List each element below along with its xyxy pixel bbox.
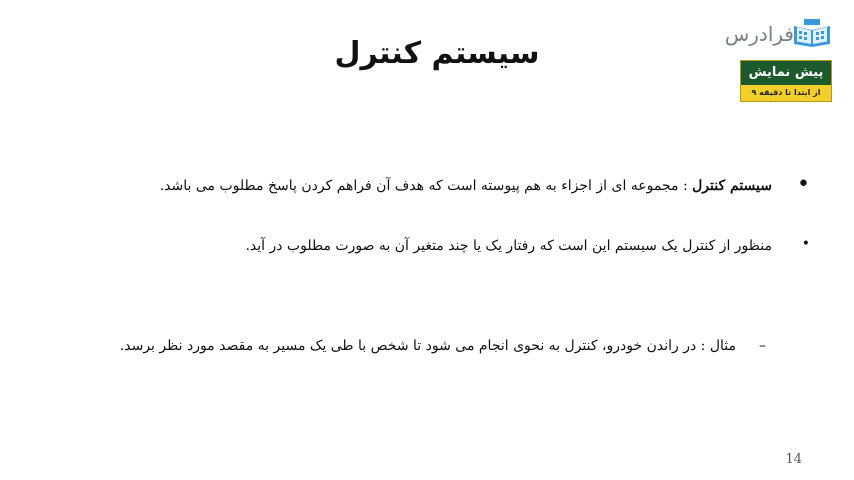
definition-text: : مجموعه ای از اجزاء به هم پیوسته است که هدف آن فراهم کردن پاسخ مطلوب می باشد. [159,178,693,194]
dash-marker: – [759,338,766,354]
bullet-text: منظور از کنترل یک سیستم این است که رفتار یک یا چند متغیر آن به صورت مطلوب در آید. [245,238,772,254]
open-book-icon [792,18,832,48]
term-bold: سیستم کنترل [692,178,772,194]
preview-badge-title: پیش نمایش [741,61,831,85]
bullet-marker: • [801,236,810,252]
bullet-purpose [30,238,810,254]
logo-text: فرادرس [724,22,794,46]
bullet-definition [30,172,810,197]
bullet-marker: • [797,172,810,197]
slide-title: سیستم کنترل [334,36,540,71]
faradars-logo [714,18,832,52]
preview-badge-subtitle: از ابتدا تا دقیقه ۹ [741,85,831,101]
example-text: مثال : در راندن خودرو، کنترل به نحوی انجام می شود تا شخص با طی یک مسیر به مقصد مورد نظر برسد. [119,338,736,354]
preview-badge [740,60,832,102]
bullet-text [160,178,772,194]
bullet-example [46,328,766,364]
page-number: 14 [785,452,802,467]
